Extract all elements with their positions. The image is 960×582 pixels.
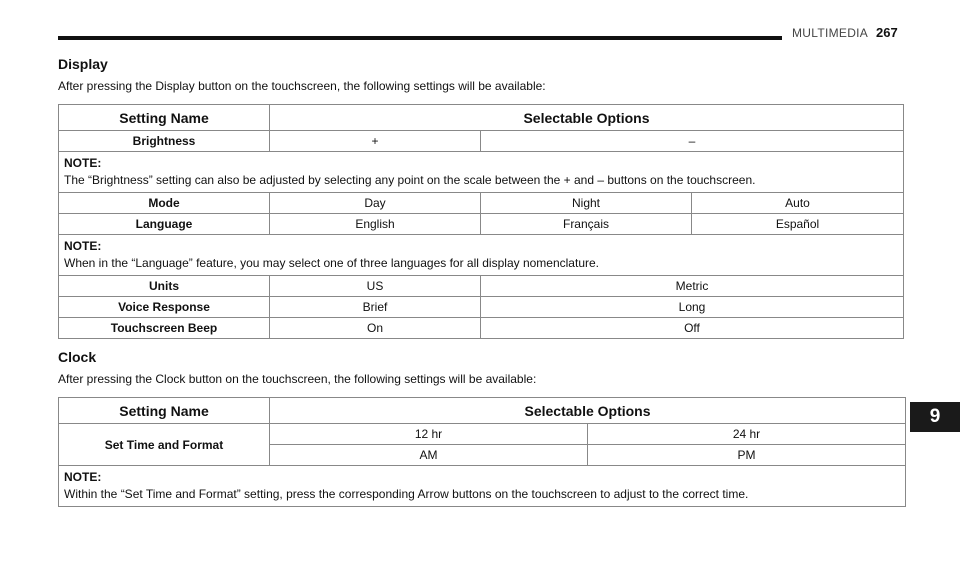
note-text: Within the “Set Time and Format” setting, press the corresponding Arrow buttons on the touchscreen to adjust to the correct time. (64, 487, 749, 501)
option-cell: Auto (692, 193, 904, 214)
page-number: 267 (876, 25, 898, 40)
option-cell: Long (481, 297, 904, 318)
option-cell: English (270, 214, 481, 235)
option-cell: On (270, 318, 481, 339)
table-row (59, 297, 904, 318)
setting-name: Units (59, 276, 270, 297)
clock-section-title: Clock (58, 349, 97, 365)
option-cell: Metric (481, 276, 904, 297)
clock-settings-table (58, 397, 906, 507)
note-text: When in the “Language” feature, you may select one of three languages for all display nomenclature. (64, 256, 599, 270)
note-text: The “Brightness” setting can also be adjusted by selecting any point on the scale between the + and – buttons on the touchscreen. (64, 173, 756, 187)
section-label: MULTIMEDIA (792, 26, 869, 40)
option-cell: Español (692, 214, 904, 235)
option-cell: – (481, 131, 904, 152)
display-section-title: Display (58, 56, 108, 72)
table-row (59, 318, 904, 339)
option-cell: AM (270, 445, 588, 466)
option-cell: + (270, 131, 481, 152)
option-cell: 24 hr (588, 424, 906, 445)
note-row (59, 235, 904, 276)
option-cell: Brief (270, 297, 481, 318)
table-row (59, 214, 904, 235)
option-cell: Français (481, 214, 692, 235)
option-cell: Day (270, 193, 481, 214)
option-cell: Night (481, 193, 692, 214)
column-header-options: Selectable Options (270, 398, 906, 424)
setting-name: Brightness (59, 131, 270, 152)
note-cell (59, 152, 904, 193)
note-label: NOTE: (64, 239, 102, 253)
option-cell: Off (481, 318, 904, 339)
display-intro: After pressing the Display button on the touchscreen, the following settings will be available: (58, 79, 546, 93)
option-cell: US (270, 276, 481, 297)
table-row (59, 193, 904, 214)
table-header-row (59, 105, 904, 131)
note-row (59, 152, 904, 193)
display-settings-table (58, 104, 904, 339)
setting-name: Touchscreen Beep (59, 318, 270, 339)
option-cell: 12 hr (270, 424, 588, 445)
table-header-row (59, 398, 906, 424)
setting-name: Voice Response (59, 297, 270, 318)
chapter-tab: 9 (910, 402, 960, 432)
note-label: NOTE: (64, 470, 102, 484)
note-row (59, 466, 906, 507)
setting-name: Mode (59, 193, 270, 214)
note-label: NOTE: (64, 156, 102, 170)
setting-name: Set Time and Format (59, 424, 270, 466)
option-cell: PM (588, 445, 906, 466)
table-row (59, 131, 904, 152)
table-row (59, 424, 906, 445)
note-cell (59, 466, 906, 507)
setting-name: Language (59, 214, 270, 235)
column-header-setting-name: Setting Name (59, 398, 270, 424)
header-rule (58, 36, 782, 40)
note-cell (59, 235, 904, 276)
column-header-options: Selectable Options (270, 105, 904, 131)
table-row (59, 276, 904, 297)
column-header-setting-name: Setting Name (59, 105, 270, 131)
clock-intro: After pressing the Clock button on the touchscreen, the following settings will be available: (58, 372, 537, 386)
